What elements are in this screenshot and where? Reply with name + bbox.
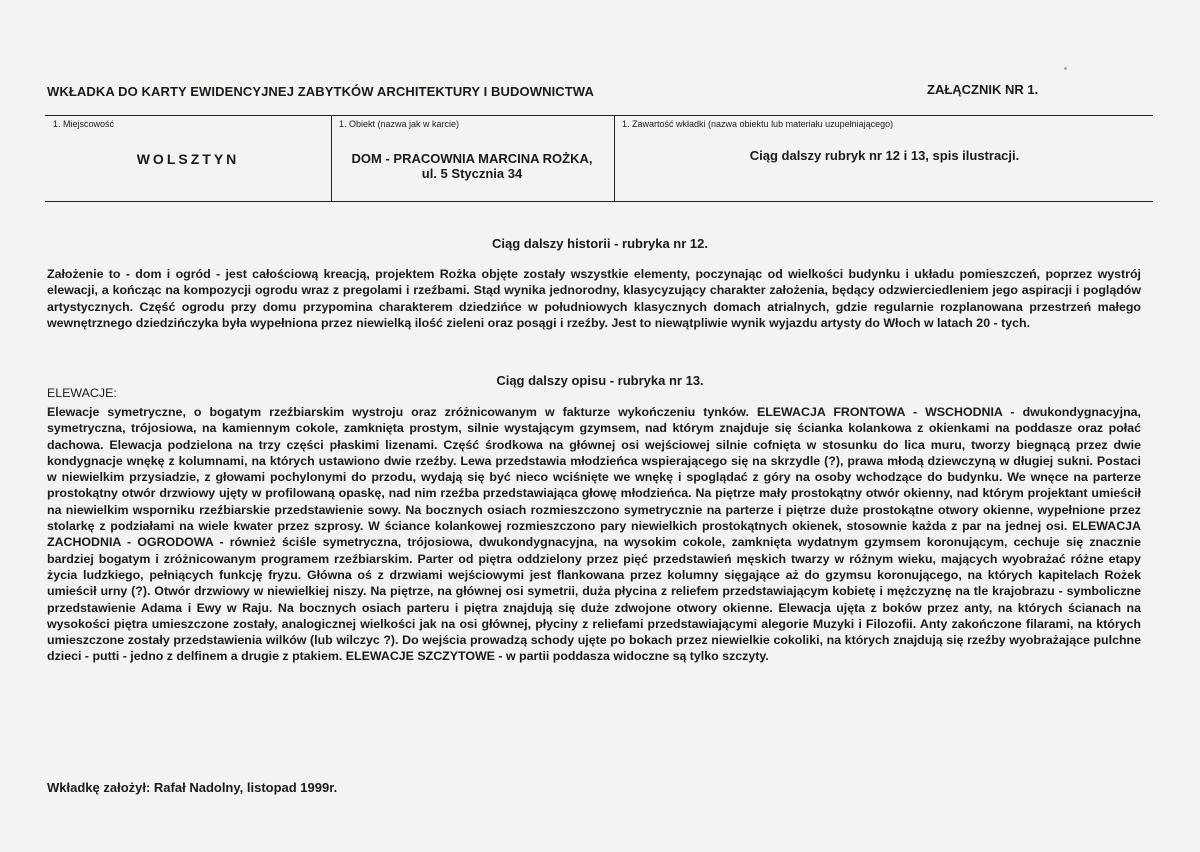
object-cell (331, 116, 615, 201)
description-paragraph: Elewacje symetryczne, o bogatym rzeźbiarskim wystroju oraz zróżnicowanym w fakturze wykończeniu tynków. ELEWACJA FRONTOWA - WSCHODNIA - dwukondygnacyjna, symetryczna, trójosiowa, na kamiennym cokole, zamknięta prostym, silnie wystającym gzymsem, nad którym znajduje się ścianka kolankowa z okienkami na poddasze oraz połać dachowa. Elewacja podzielona na trzy części płaskimi lizenami. Część środkowa na głównej osi wejściowej silnie cofnięta w stosunku do lica muru, tworzy biegnącą przez dwie kondygnacje wnękę z kolumnami, na których ustawiono dwie rzeźby. Lewa przedstawia młodzieńca wspierającego się na skrzydle (?), prawa młodą dziewczyną w długiej sukni. Postaci w niewielkim przysiadzie, z głowami pochylonymi do przodu, wydają się być nieco wciśnięte we wnękę i spoglądać z góry na osoby wchodzące do budynku. We wnęce na parterze prostokątny otwór drzwiowy ujęty w profilowaną opaskę, nad nim rzeźba przedstawiająca głowę młodzieńca. Na piętrze mały prostokątny otwór okienny, nad którym projektant umieścił na niewielkim wsporniku rzeźbiarskie przedstawienie sowy. Na bocznych osiach rozmieszczono symetrycznie na parterze i piętrze duże prostokątne otwory okienne, wypełnione przez stolarkę z podziałami na wiele kwater przez szprosy. W ściance kolankowej rozmieszczono pary niewielkich prostokątnych okienek, stosownie każda z par na jednej osi. ELEWACJA ZACHODNIA - OGRODOWA - również ściśle symetryczna, trójosiowa, dwukondygnacyjna, na wysokim cokole, zamknięta wydatnym gzymsem koronującym, cechuje się znacznie bardziej bogatym i zróżnicowanym programem rzeźbiarskim. Parter od piętra oddzielony przez pięć przedstawień męskich twarzy w różnym wieku, mających wyobrażać różne etapy życia ludzkiego, pełniących funkcję fryzu. Główna oś z drzwiami wejściowymi jest flankowana przez kolumny sięgające aż do gzymsu koronującego, na których kapitelach Rożek umieścił urny (?). Otwór drzwiowy w niewielkiej niszy. Na piętrze, na głównej osi symetrii, duża płycina z reliefem przedstawiającym kobietę i mężczyznę na tle krajobrazu - symboliczne przedstawienie Adama i Ewy w Raju. Na bocznych osiach parteru i piętra znajdują się duże zdwojone otwory okienne. Elewacja ujęta z boków przez anty, na których ścianach na wysokości piętra umieszczone zostały, analogicznej wielkości jak na osi głównej, płyciny z reliefami przedstawiającymi alegorie Muzyki i Filozofii. Anty zakończone filarami, na których umieszczone zostały przedstawienia wilków (lub wilczyc ?). Do wejścia prowadzą schody ujęte po bokach przez niewielkie cokoliki, na których znajdują się rzeźby wyobrażające pulchne dzieci - putti - jedno z delfinem a drugie z ptakiem. ELEWACJE SZCZYTOWE - w partii poddasza widoczne są tylko szczyty. (47, 405, 1141, 664)
content-cell (614, 116, 1154, 201)
history-section-title: Ciąg dalszy historii - rubryka nr 12. (491, 236, 708, 251)
author-note: Wkładkę założył: Rafał Nadolny, listopad 1999r. (47, 780, 338, 795)
annex-number: ZAŁĄCZNIK NR 1. (927, 82, 1039, 97)
elevations-label: ELEWACJE: (47, 386, 117, 400)
locality-value: WOLSZTYN (136, 151, 240, 167)
object-value-line1: DOM - PRACOWNIA MARCINA ROŻKA, (351, 151, 593, 166)
content-value: Ciąg dalszy rubryk nr 12 i 13, spis ilustracji. (749, 148, 1020, 163)
history-paragraph: Założenie to - dom i ogród - jest całościową kreacją, projektem Rożka objęte zostały wszystkie elementy, poczynając od wielkości budynku i układu pomieszczeń, poprzez wystrój elewacji, a kończąc na kompozycji ogrodu wraz z pregolami i rzeźbami. Stąd wynika jednorodny, klasycyzujący charakter założenia, będący odzwierciedleniem jego aspiracji i poglądów artystycznych. Część ogrodu przy domu przypomina charakterem dziedzińce w południowych klasycznych domach atrialnych, gdzie regularnie rozplanowana przestrzeń małego wewnętrznego dziedzińczyka była wypełniona przez niewielką ilość zieleni oraz posągi i rzeźby. Jest to niewątpliwie wynik wyjazdu artysty do Włoch w latach 20 - tych. (47, 267, 1141, 330)
locality-label: 1. Miejscowość (53, 119, 115, 129)
object-label: 1. Obiekt (nazwa jak w karcie) (339, 119, 460, 129)
description-section-title: Ciąg dalszy opisu - rubryka nr 13. (496, 373, 704, 388)
content-label: 1. Zawartość wkładki (nazwa obiektu lub materiału uzupełniającego) (622, 119, 894, 129)
form-header-table (45, 115, 1153, 202)
locality-cell (45, 116, 331, 201)
object-value-line2: ul. 5 Stycznia 34 (421, 166, 523, 181)
form-title: WKŁADKA DO KARTY EWIDENCYJNEJ ZABYTKÓW ARCHITEKTURY I BUDOWNICTWA (47, 84, 594, 99)
object-value (332, 151, 612, 181)
scan-speck (1064, 67, 1067, 70)
